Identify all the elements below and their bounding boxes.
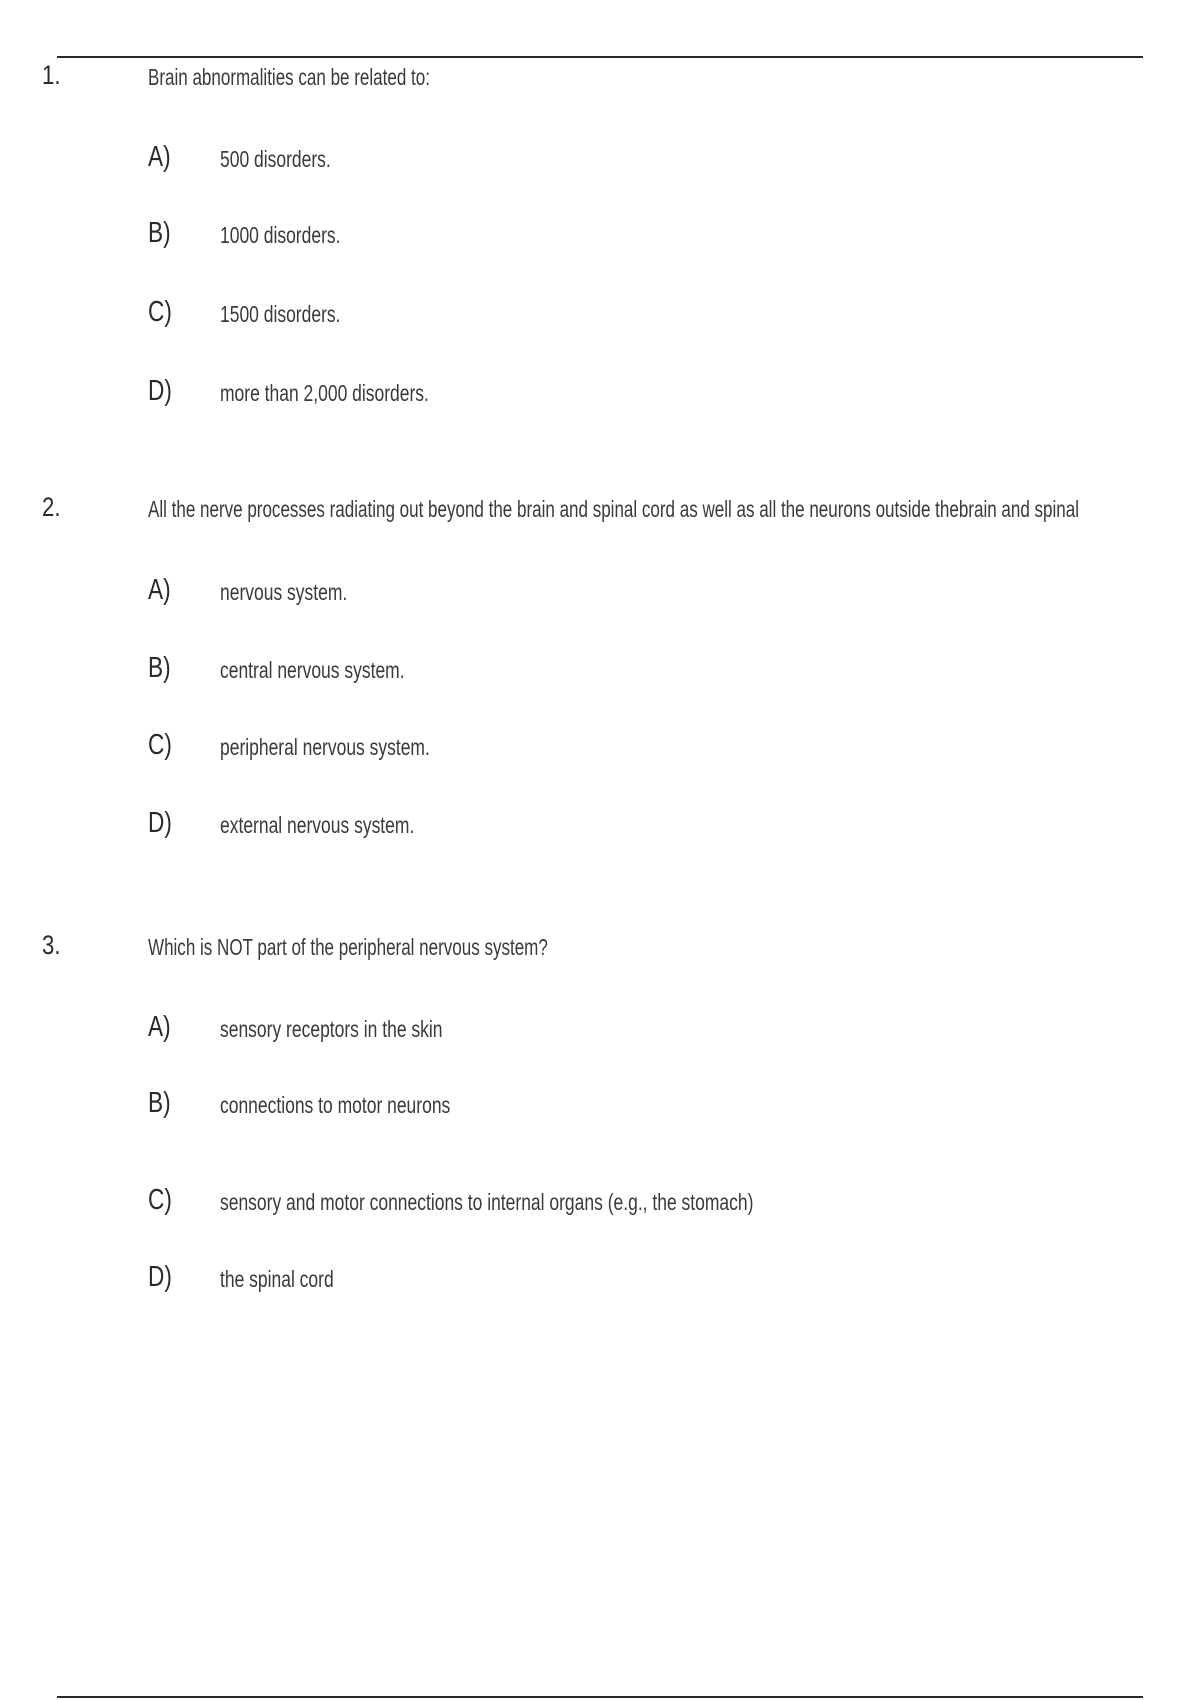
option-letter: D) xyxy=(148,375,172,407)
option-letter: D) xyxy=(148,807,172,839)
bottom-rule xyxy=(57,1696,1143,1698)
option-text: the spinal cord xyxy=(220,1266,334,1292)
option-letter: A) xyxy=(148,1011,171,1043)
question-stem: All the nerve processes radiating out beyond the brain and spinal cord as well as all the neurons outside thebrain and spinal xyxy=(148,496,1080,522)
option-text: 500 disorders. xyxy=(220,146,331,172)
question-number: 3. xyxy=(42,930,61,960)
option-letter: C) xyxy=(148,1184,172,1216)
q2-option-c[interactable] xyxy=(0,729,1200,765)
option-text: 1500 disorders. xyxy=(220,301,341,327)
option-text: sensory receptors in the skin xyxy=(220,1016,443,1042)
q3-option-b[interactable] xyxy=(0,1087,1200,1123)
question-number: 1. xyxy=(42,60,61,90)
option-text: central nervous system. xyxy=(220,657,405,683)
q3-option-c[interactable] xyxy=(0,1184,1200,1220)
q2-option-b[interactable] xyxy=(0,652,1200,688)
option-text: 1000 disorders. xyxy=(220,222,341,248)
top-rule xyxy=(57,56,1143,58)
question-number: 2. xyxy=(42,492,61,522)
option-text: sensory and motor connections to internal organs (e.g., the stomach) xyxy=(220,1189,754,1215)
q2-option-a[interactable] xyxy=(0,574,1200,610)
option-text: connections to motor neurons xyxy=(220,1092,451,1118)
option-text: nervous system. xyxy=(220,579,348,605)
q1-option-c[interactable] xyxy=(0,296,1200,332)
option-letter: C) xyxy=(148,296,172,328)
option-letter: B) xyxy=(148,1087,171,1119)
option-letter: B) xyxy=(148,652,171,684)
q3-option-d[interactable] xyxy=(0,1261,1200,1297)
question-stem: Which is NOT part of the peripheral nervous system? xyxy=(148,934,548,960)
option-text: peripheral nervous system. xyxy=(220,734,430,760)
option-letter: D) xyxy=(148,1261,172,1293)
option-letter: A) xyxy=(148,574,171,606)
option-letter: A) xyxy=(148,141,171,173)
option-letter: B) xyxy=(148,217,171,249)
q1-option-a[interactable] xyxy=(0,141,1200,177)
question-stem: Brain abnormalities can be related to: xyxy=(148,64,430,90)
q1-option-b[interactable] xyxy=(0,217,1200,253)
q1-option-d[interactable] xyxy=(0,375,1200,411)
option-text: more than 2,000 disorders. xyxy=(220,380,429,406)
q2-option-d[interactable] xyxy=(0,807,1200,843)
q3-option-a[interactable] xyxy=(0,1011,1200,1047)
option-letter: C) xyxy=(148,729,172,761)
option-text: external nervous system. xyxy=(220,812,415,838)
